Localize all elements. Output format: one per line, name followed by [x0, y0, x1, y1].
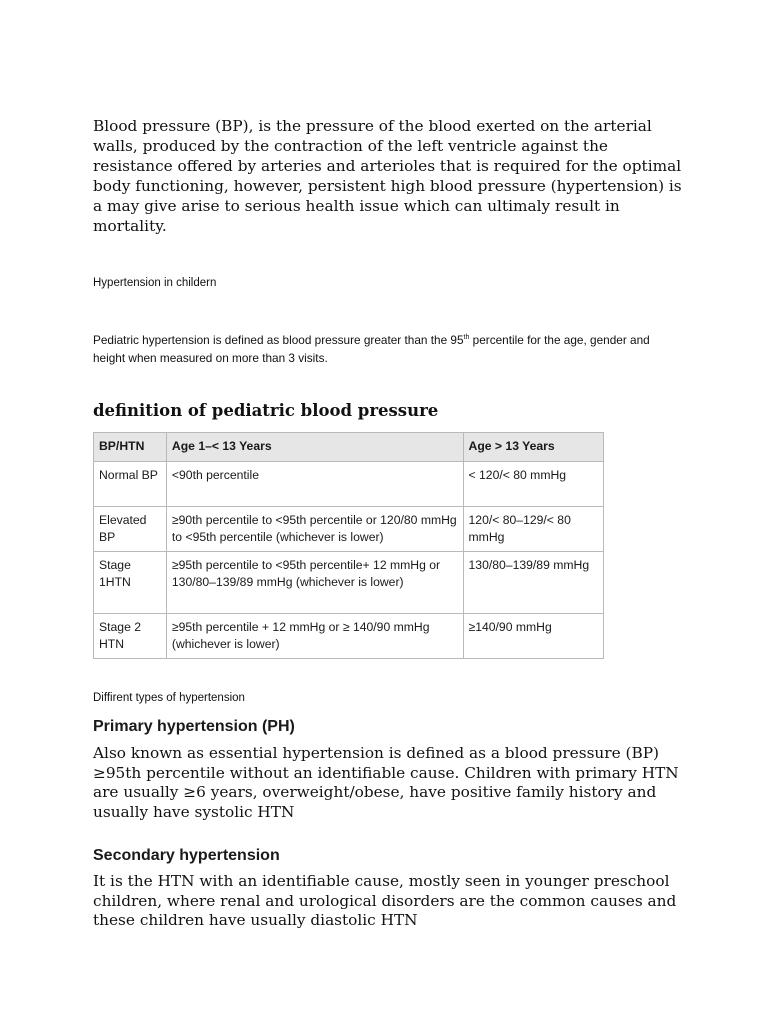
pediatric-definition-text: Pediatric hypertension is defined as blood pressure greater than the 95 — [93, 333, 464, 347]
table-cell: Stage 1HTN — [94, 552, 167, 614]
table-cell: <90th percentile — [166, 462, 463, 507]
pediatric-definition-text-end: percentile for the age, gender and height when measured on more than 3 visits. — [93, 333, 650, 365]
table-title: definition of pediatric blood pressure — [93, 401, 439, 420]
intro-paragraph: Blood pressure (BP), is the pressure of the blood exerted on the arterial walls, produced by the contraction of the left ventricle against the resistance offered by arteries and arterioles that is required for the optimal body functioning, however, persistent high blood pressure (hypertension) is a may give arise to serious health issue which can ultimaly result in mortality. — [93, 117, 682, 235]
table-row — [94, 614, 604, 659]
table-cell: ≥140/90 mmHg — [463, 614, 603, 659]
pediatric-definition-paragraph — [93, 331, 673, 367]
hypertension-children-heading: Hypertension in childern — [93, 277, 217, 289]
table-cell: ≥90th percentile to <95th percentile or 120/80 mmHg to <95th percentile (whichever is lower) — [166, 507, 463, 552]
pediatric-definition-superscript: th — [463, 334, 470, 341]
bp-definition-table — [93, 432, 604, 659]
primary-hypertension-heading: Primary hypertension (PH) — [93, 718, 295, 735]
table-cell: Normal BP — [94, 462, 167, 507]
table-header-cell: BP/HTN — [94, 433, 167, 462]
different-types-heading: Diffirent types of hypertension — [93, 692, 245, 704]
table-cell: < 120/< 80 mmHg — [463, 462, 603, 507]
table-row — [94, 507, 604, 552]
table-header-cell: Age > 13 Years — [463, 433, 603, 462]
table-cell: Stage 2 HTN — [94, 614, 167, 659]
table-row — [94, 552, 604, 614]
table-cell: 120/< 80–129/< 80 mmHg — [463, 507, 603, 552]
secondary-hypertension-text: It is the HTN with an identifiable cause, mostly seen in younger preschool children, where renal and urological disorders are the common causes and these children have usually diastolic HTN — [93, 872, 677, 929]
table-cell: Elevated BP — [94, 507, 167, 552]
table-cell: ≥95th percentile to <95th percentile+ 12 mmHg or 130/80–139/89 mmHg (whichever is lower) — [166, 552, 463, 614]
table-header-row — [94, 433, 604, 462]
table-header-cell: Age 1–< 13 Years — [166, 433, 463, 462]
table-cell: ≥95th percentile + 12 mmHg or ≥ 140/90 mmHg (whichever is lower) — [166, 614, 463, 659]
primary-hypertension-text: Also known as essential hypertension is defined as a blood pressure (BP) ≥95th percentile without an identifiable cause. Children with primary HTN are usually ≥6 years, overweight/obese, have positive family history and usually have systolic HTN — [93, 744, 679, 821]
table-cell: 130/80–139/89 mmHg — [463, 552, 603, 614]
secondary-hypertension-heading: Secondary hypertension — [93, 847, 280, 864]
table-row — [94, 462, 604, 507]
